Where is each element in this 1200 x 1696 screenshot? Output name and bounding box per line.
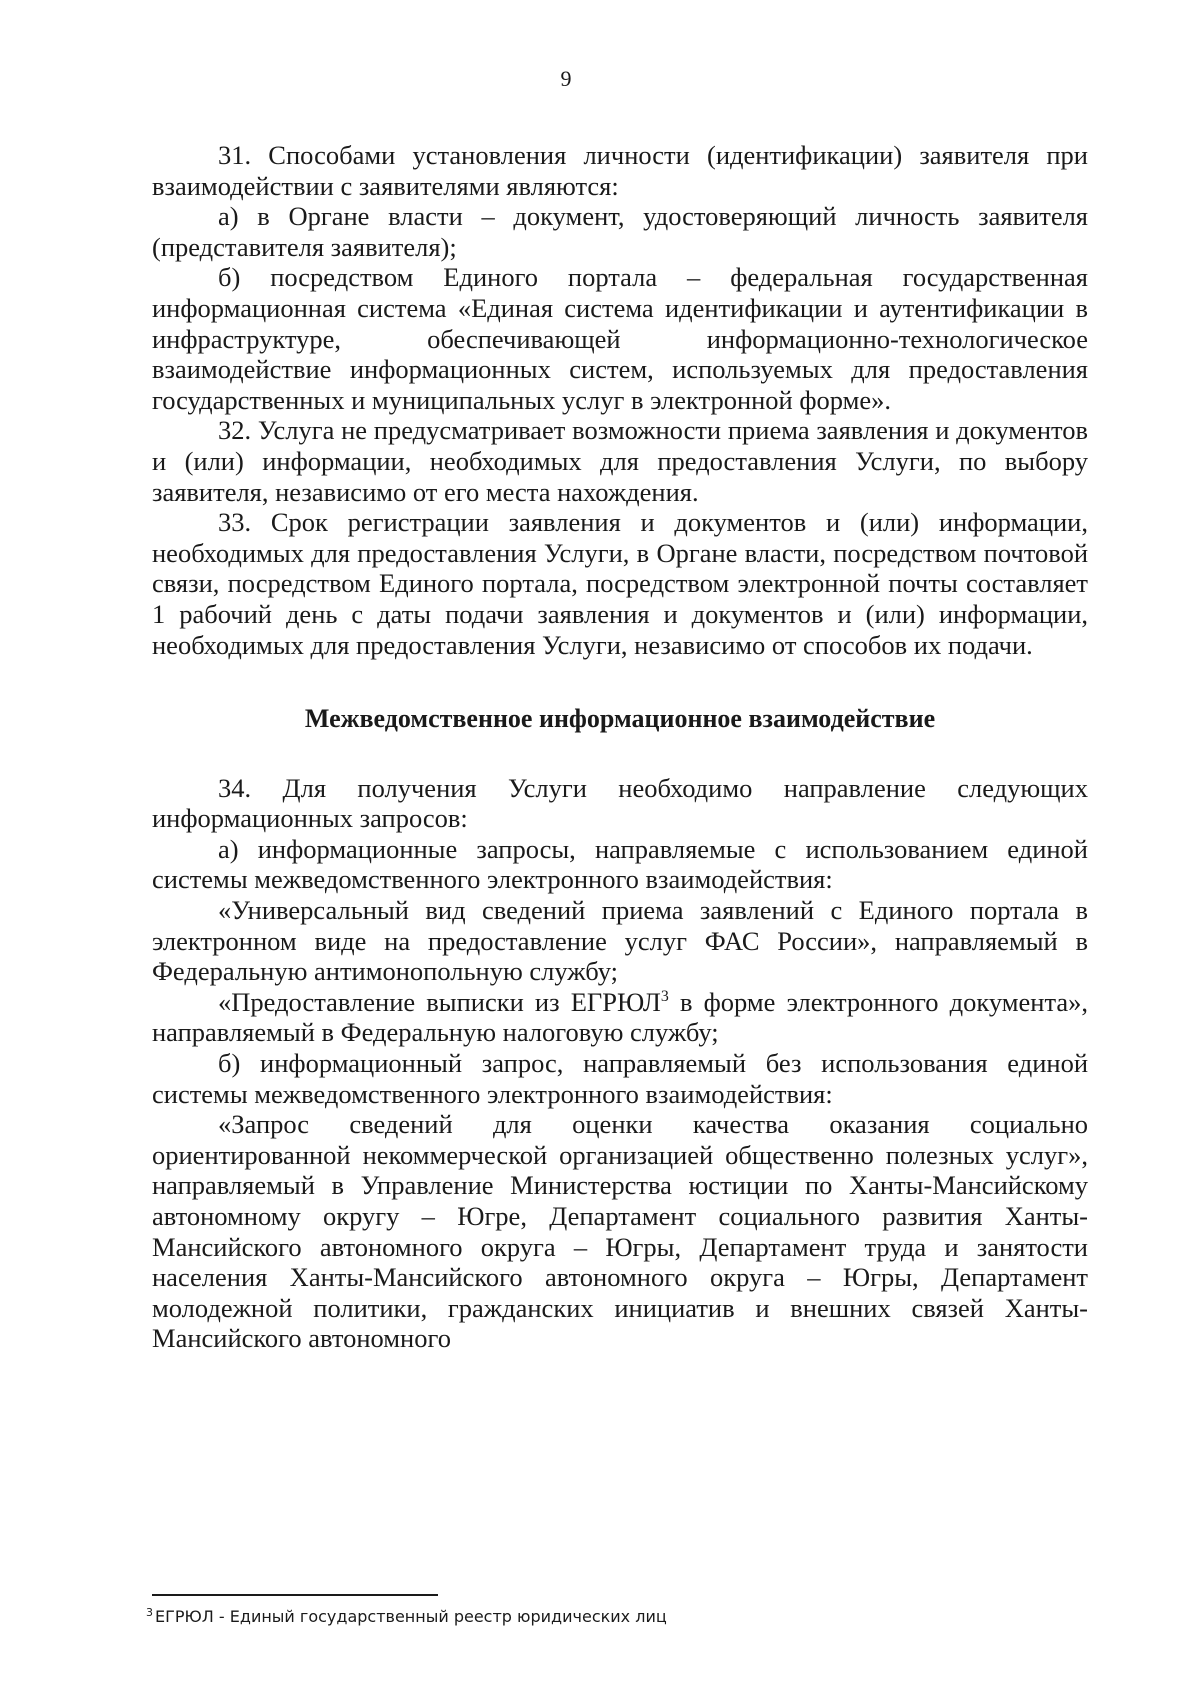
footnote: [146, 1607, 1046, 1627]
section-heading: Межведомственное информационное взаимодействие: [304, 704, 936, 734]
footnote-divider: [152, 1594, 438, 1596]
egrul-request-text-start: «Предоставление выписки из ЕГРЮЛ: [218, 986, 661, 1017]
paragraph-34-item-b: б) информационный запрос, направляемый без использования единой системы межведомственного электронного взаимодействия:: [152, 1048, 1088, 1109]
paragraph-33: 33. Срок регистрации заявления и документов и (или) информации, необходимых для предоставления Услуги, в Органе власти, посредством почтовой связи, посредством Единого портала, посредством электронной почты составляет 1 рабочий день с даты подачи заявления и документов и (или) информации, необходимых для предоставления Услуги, независимо от способов их подачи.: [152, 507, 1088, 660]
paragraph-34-fas-request: «Универсальный вид сведений приема заявлений с Единого портала в электронном виде на предоставление услуг ФАС России», направляемый в Федеральную антимонопольную службу;: [152, 895, 1088, 987]
document-body: [152, 140, 1088, 1354]
footnote-reference: 3: [660, 988, 669, 1006]
paragraph-34-item-a: а) информационные запросы, направляемые с использованием единой системы межведомственного электронного взаимодействия:: [152, 833, 1088, 895]
paragraph-32: 32. Услуга не предусматривает возможности приема заявления и документов и (или) информации, необходимых для предоставления Услуги, по выбору заявителя, независимо от его места нахождения.: [152, 415, 1088, 507]
paragraph-31-item-a: а) в Органе власти – документ, удостоверяющий личность заявителя (представителя заявителя);: [152, 201, 1088, 262]
footnote-mark: 3: [146, 1605, 153, 1619]
egrul-request-text-end: в форме электронного документа», направляемый в Федеральную налоговую службу;: [152, 986, 1088, 1048]
paragraph-31: 31. Способами установления личности (идентификации) заявителя при взаимодействии с заявителями являются:: [152, 140, 1088, 201]
footnote-text: ЕГРЮЛ - Единый государственный реестр юридических лиц: [155, 1607, 667, 1626]
page-number: 9: [560, 66, 572, 91]
paragraph-34-egrul-request: [152, 987, 1088, 1048]
paragraph-31-item-b: б) посредством Единого портала – федеральная государственная информационная система «Единая система идентификации и аутентификации в инфраструктуре, обеспечивающей информационно-технологическое взаимодействие информационных систем, используемых для предоставления государственных и муниципальных услуг в электронной форме».: [152, 262, 1088, 415]
paragraph-34: 34. Для получения Услуги необходимо направление следующих информационных запросов:: [152, 772, 1088, 834]
paragraph-34-nko-request: «Запрос сведений для оценки качества оказания социально ориентированной некоммерческой организацией общественно полезных услуг», направляемый в Управление Министерства юстиции по Ханты-Мансийскому автономному округу – Югре, Департамент социального развития Ханты-Мансийского автономного округа – Югры, Департамент труда и занятости населения Ханты-Мансийского автономного округа – Югры, Департамент молодежной политики, гражданских инициатив и внешних связей Ханты-Мансийского автономного: [152, 1109, 1088, 1354]
